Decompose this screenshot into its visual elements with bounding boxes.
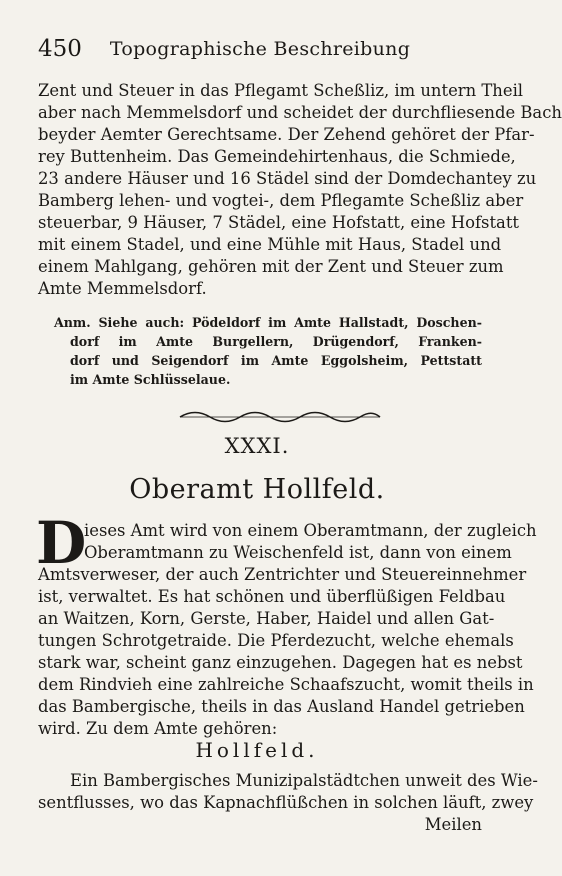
paragraph-line: Oberamtmann zu Weischenfeld ist, dann von einem xyxy=(84,543,512,562)
note-line: dorf und Seigendorf im Amte Eggolsheim, Pettstatt xyxy=(70,353,482,368)
body-line: Zent und Steuer in das Pflegamt Scheßliz, im untern Theil xyxy=(38,81,524,100)
body-line: rey Buttenheim. Das Gemeindehirtenhaus, die Schmiede, xyxy=(38,147,516,166)
place-title: Hollfeld. xyxy=(195,738,319,762)
body-line: Amte Memmelsdorf. xyxy=(38,279,207,298)
final-line: sentflusses, wo das Kapnachflüßchen in solchen läuft, zwey xyxy=(38,793,534,812)
body-line: steuerbar, 9 Häuser, 7 Städel, eine Hofstatt, eine Hofstatt xyxy=(38,213,519,232)
note-line: im Amte Schlüsselaue. xyxy=(70,372,231,387)
note-line: dorf im Amte Burgellern, Drügendorf, Franken- xyxy=(70,334,482,349)
chapter-title: Oberamt Hollfeld. xyxy=(129,474,385,505)
final-line: Ein Bambergisches Munizipalstädtchen unweit des Wie- xyxy=(70,771,538,790)
paragraph-line: an Waitzen, Korn, Gerste, Haber, Haidel und allen Gat- xyxy=(38,609,495,628)
body-line: 23 andere Häuser und 16 Städel sind der Domdechantey zu xyxy=(38,169,537,188)
page-number: 450 xyxy=(38,36,82,62)
section-number: XXXI. xyxy=(224,434,290,458)
page-header xyxy=(38,36,482,62)
catchword: Meilen xyxy=(424,815,482,834)
body-line: Bamberg lehen- und vogtei-, dem Pflegamte Scheßliz aber xyxy=(38,191,524,210)
paragraph-line: ist, verwaltet. Es hat schönen und überflüßigen Feldbau xyxy=(38,587,506,606)
paragraph-line: tungen Schrotgetraide. Die Pferdezucht, welche ehemals xyxy=(38,631,514,650)
drop-cap: D xyxy=(36,509,87,577)
paragraph-line: ieses Amt wird von einem Oberamtmann, der zugleich xyxy=(84,521,537,540)
body-line: mit einem Stadel, und eine Mühle mit Haus, Stadel und xyxy=(38,235,502,254)
running-title: Topographische Beschreibung xyxy=(109,38,411,60)
ornamental-divider xyxy=(180,410,380,424)
paragraph-line: Amtsverweser, der auch Zentrichter und Steuereinnehmer xyxy=(38,565,527,584)
paragraph-line: dem Rindvieh eine zahlreiche Schaafszucht, womit theils in xyxy=(38,675,534,694)
body-line: einem Mahlgang, gehören mit der Zent und Steuer zum xyxy=(38,257,504,276)
paragraph-line: wird. Zu dem Amte gehören: xyxy=(38,719,278,738)
paragraph-line: stark war, scheint ganz einzugehen. Dagegen hat es nebst xyxy=(38,653,523,672)
body-line: beyder Aemter Gerechtsame. Der Zehend gehöret der Pfar- xyxy=(38,125,535,144)
body-line: aber nach Memmelsdorf und scheidet der durchfliesende Bach xyxy=(38,103,562,122)
paragraph-line: das Bambergische, theils in das Ausland Handel getrieben xyxy=(38,697,525,716)
note-line: Anm. Siehe auch: Pödeldorf im Amte Hallstadt, Doschen- xyxy=(54,315,482,330)
